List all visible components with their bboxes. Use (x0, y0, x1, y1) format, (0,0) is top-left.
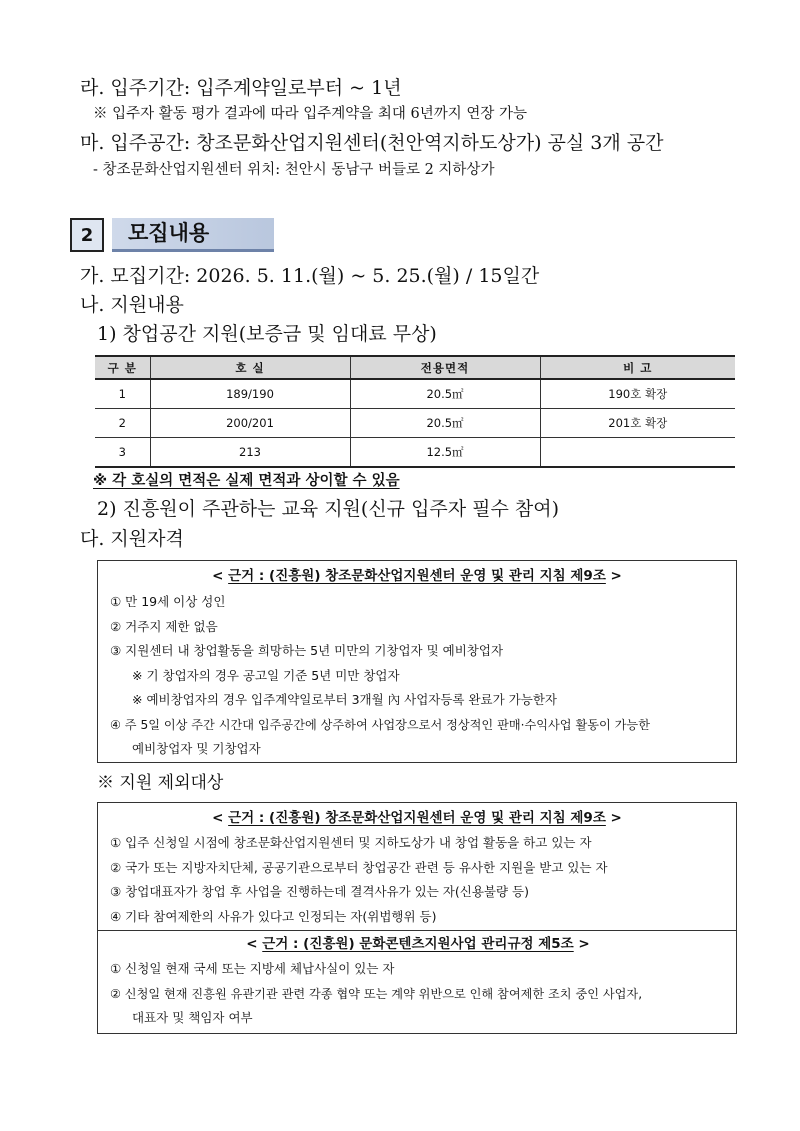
eligibility-subnote: ※ 기 창업자의 경우 공고일 기준 5년 미만 창업자 (132, 667, 400, 683)
eligibility-item: ③ 지원센터 내 창업활동을 희망하는 5년 미만의 기창업자 및 예비창업자 (110, 643, 504, 658)
table-note: ※ 각 호실의 면적은 실제 면적과 상이할 수 있음 (93, 473, 400, 489)
eligibility-item: ① 만 19세 이상 성인 (110, 594, 226, 609)
exclusion-item-continued: 대표자 및 책임자 여부 (132, 1010, 253, 1025)
exclusion-item: ① 신청일 현재 국세 또는 지방세 체납사실이 있는 자 (110, 961, 395, 976)
support-item-2: 2) 진흥원이 주관하는 교육 지원(신규 입주자 필수 참여) (97, 498, 560, 520)
exclusion-item: ② 신청일 현재 진흥원 유관기관 관련 각종 협약 또는 계약 위반으로 인해 참여제한 조치 중인 사업자, (110, 986, 643, 1001)
eligibility-box-title (110, 566, 724, 586)
eligibility-item: ④ 주 5일 이상 주간 시간대 입주공간에 상주하여 사업장으로서 정상적인 판매·수익사업 활동이 가능한 (110, 717, 650, 732)
title-bracket-open: < (246, 936, 263, 952)
location-note: - 창조문화산업지원센터 위치: 천안시 동남구 버들로 2 지하상가 (93, 162, 495, 178)
recruit-period: 가. 모집기간: 2026. 5. 11.(월) ~ 5. 25.(월) / 15일간 (80, 265, 540, 287)
eligibility-box (97, 560, 737, 763)
exclusion-heading: ※ 지원 제외대상 (97, 773, 224, 793)
table-cell: 213 (150, 438, 350, 468)
exclusion-basis-1: 근거 : (진흥원) 창조문화산업지원센터 운영 및 관리 지침 제9조 (228, 810, 606, 826)
exclusion-divider (98, 930, 736, 931)
table-cell (540, 438, 735, 468)
eligibility-basis: 근거 : (진흥원) 창조문화산업지원센터 운영 및 관리 지침 제9조 (228, 568, 606, 584)
exclusion-item: ① 입주 신청일 시점에 창조문화산업지원센터 및 지하도상가 내 창업 활동을 하고 있는 자 (110, 835, 592, 850)
table-cell: 190호 확장 (540, 379, 735, 409)
exclusion-item: ④ 기타 참여제한의 사유가 있다고 인정되는 자(위법행위 등) (110, 908, 437, 924)
exclusion-basis-2: 근거 : (진흥원) 문화콘텐츠지원사업 관리규정 제5조 (262, 936, 574, 952)
table-header-row (95, 356, 735, 379)
table-header: 비 고 (540, 356, 735, 379)
space-line: 마. 입주공간: 창조문화산업지원센터(천안역지하도상가) 공실 3개 공간 (80, 132, 664, 154)
table-header: 호 실 (150, 356, 350, 379)
rooms-table (95, 355, 735, 468)
eligibility-item: ② 거주지 제한 없음 (110, 618, 218, 634)
support-item-1: 1) 창업공간 지원(보증금 및 임대료 무상) (97, 323, 437, 345)
exclusion-item: ② 국가 또는 지방자치단체, 공공기관으로부터 창업공간 관련 등 유사한 지원을 받고 있는 자 (110, 859, 608, 875)
title-bracket-close: > (605, 568, 622, 584)
table-cell: 2 (95, 409, 150, 438)
period-note: ※ 입주자 활동 평가 결과에 따라 입주계약을 최대 6년까지 연장 가능 (93, 106, 527, 122)
table-cell: 189/190 (150, 379, 350, 409)
exclusion-section-2 (98, 934, 726, 1031)
title-bracket-close: > (605, 810, 622, 826)
table-row (95, 379, 735, 409)
section-title: 모집내용 (112, 218, 274, 252)
title-bracket-open: < (212, 810, 229, 826)
table-cell: 200/201 (150, 409, 350, 438)
table-row (95, 409, 735, 438)
period-line: 라. 입주기간: 입주계약일로부터 ~ 1년 (80, 77, 402, 99)
exclusion-box-title-2 (110, 934, 726, 954)
table-header: 구 분 (95, 356, 150, 379)
table-cell: 12.5㎡ (350, 438, 540, 468)
title-bracket-close: > (573, 936, 590, 952)
table-cell: 1 (95, 379, 150, 409)
eligibility-subnote: ※ 예비창업자의 경우 입주계약일로부터 3개월 內 사업자등록 완료가 가능한자 (132, 692, 557, 707)
exclusion-item: ③ 창업대표자가 창업 후 사업을 진행하는데 결격사유가 있는 자(신용불량 등) (110, 884, 529, 899)
table-cell: 3 (95, 438, 150, 468)
title-bracket-open: < (212, 568, 229, 584)
eligibility-heading: 다. 지원자격 (80, 528, 184, 550)
eligibility-item-continued: 예비창업자 및 기창업자 (132, 741, 261, 756)
table-header: 전용면적 (350, 356, 540, 379)
section-number: 2 (70, 218, 104, 252)
table-cell: 201호 확장 (540, 409, 735, 438)
table-cell: 20.5㎡ (350, 409, 540, 438)
table-row (95, 438, 735, 468)
exclusion-box-title-1 (110, 808, 724, 828)
table-cell: 20.5㎡ (350, 379, 540, 409)
exclusion-box (97, 802, 737, 1034)
exclusion-section-1 (98, 803, 736, 929)
support-heading: 나. 지원내용 (80, 294, 184, 316)
